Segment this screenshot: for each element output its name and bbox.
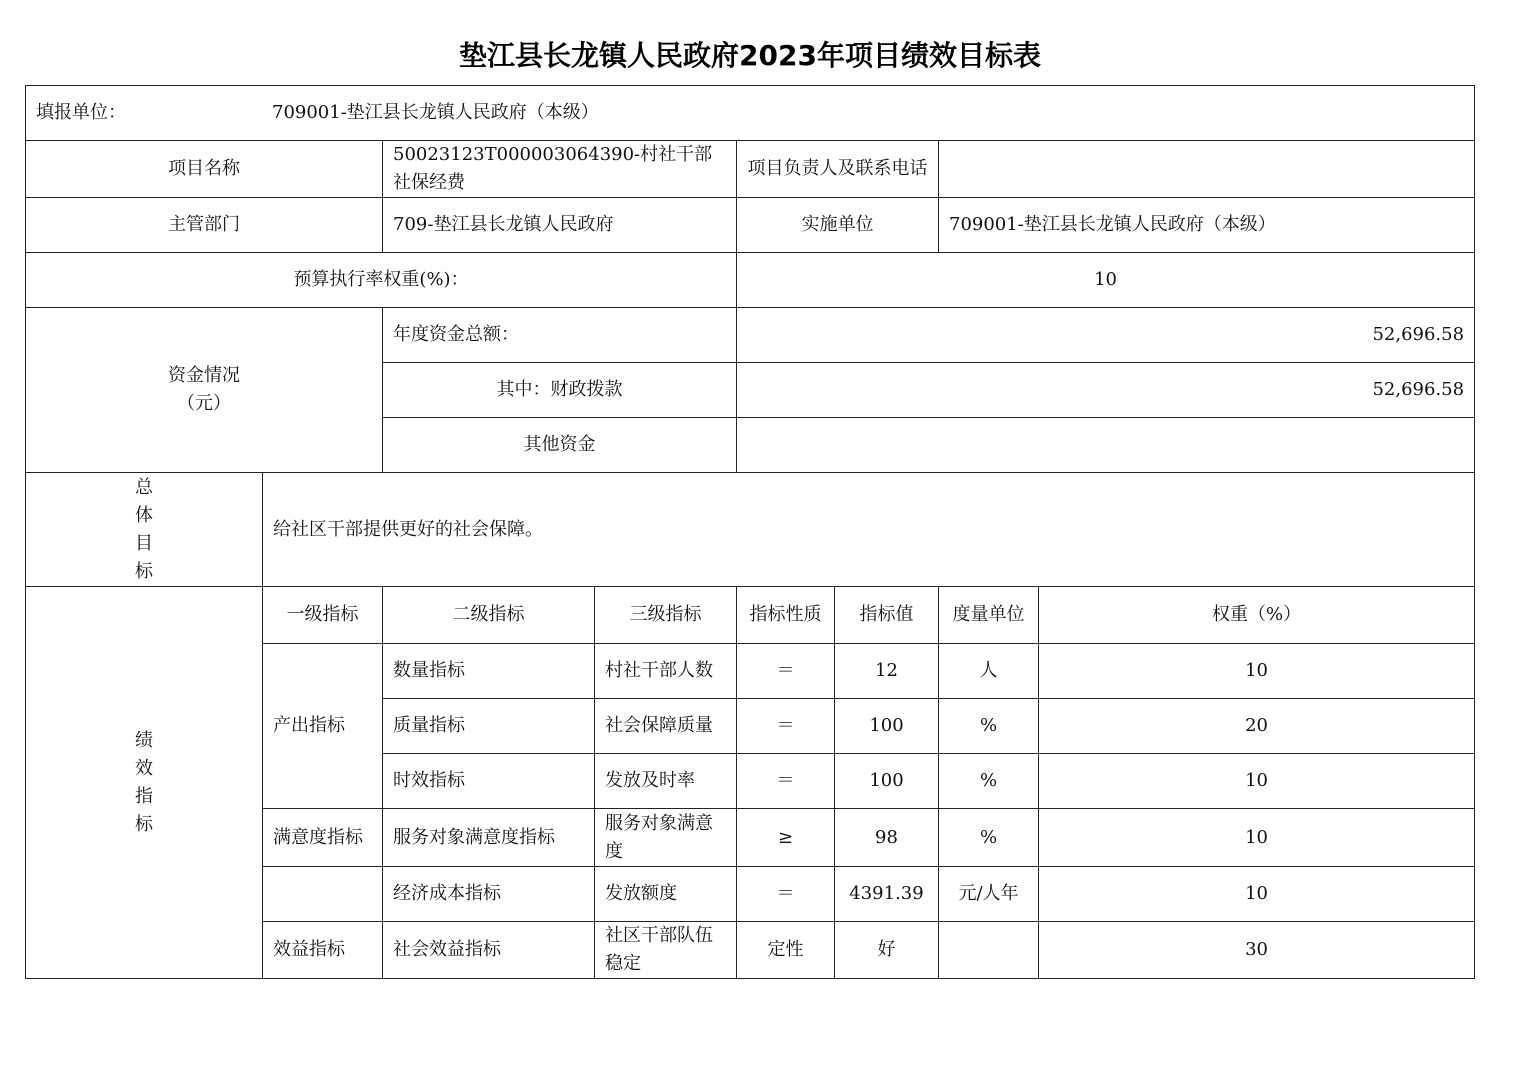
department-value: 709-垫江县长龙镇人民政府 — [383, 198, 737, 253]
implementing-unit-value: 709001-垫江县长龙镇人民政府（本级） — [939, 198, 1475, 253]
goal-label-char: 标 — [135, 560, 153, 582]
funds-total-label: 年度资金总额： — [383, 308, 737, 363]
indicator-level1: 满意度指标 — [263, 809, 383, 867]
indicator-value: 4391.39 — [835, 867, 939, 922]
indicator-value: 好 — [835, 922, 939, 979]
indicator-unit: % — [939, 754, 1039, 809]
indicator-level3: 社区干部队伍稳定 — [595, 922, 737, 979]
indicator-weight: 10 — [1039, 867, 1475, 922]
indicator-weight: 10 — [1039, 644, 1475, 699]
indicator-unit — [939, 922, 1039, 979]
department-label: 主管部门 — [26, 198, 383, 253]
overall-goal-row — [26, 473, 1475, 587]
header-level2: 二级指标 — [383, 587, 595, 644]
indicators-label-char: 指 — [135, 785, 153, 807]
indicator-level1 — [263, 867, 383, 922]
funds-fiscal-value: 52,696.58 — [737, 363, 1475, 418]
indicator-nature: ＝ — [737, 754, 835, 809]
indicator-unit: % — [939, 809, 1039, 867]
reporting-unit-cell — [26, 86, 1475, 141]
indicator-weight: 20 — [1039, 699, 1475, 754]
indicator-nature: ≥ — [737, 809, 835, 867]
indicator-level1: 效益指标 — [263, 922, 383, 979]
indicator-weight: 10 — [1039, 809, 1475, 867]
indicators-label-char: 标 — [135, 813, 153, 835]
indicator-level2: 经济成本指标 — [383, 867, 595, 922]
indicator-level1: 产出指标 — [263, 644, 383, 809]
header-nature: 指标性质 — [737, 587, 835, 644]
indicator-level2: 质量指标 — [383, 699, 595, 754]
budget-rate-label: 预算执行率权重(%)： — [26, 253, 737, 308]
indicator-level2: 社会效益指标 — [383, 922, 595, 979]
indicator-level2: 时效指标 — [383, 754, 595, 809]
budget-rate-value: 10 — [737, 253, 1475, 308]
indicator-weight: 30 — [1039, 922, 1475, 979]
indicators-label-char: 效 — [135, 757, 153, 779]
header-unit: 度量单位 — [939, 587, 1039, 644]
reporting-unit-row — [26, 86, 1475, 141]
indicator-nature: ＝ — [737, 699, 835, 754]
page-title: 垫江县长龙镇人民政府2023年项目绩效目标表 — [459, 39, 1041, 72]
header-level1: 一级指标 — [263, 587, 383, 644]
reporting-unit-label: 填报单位： — [36, 102, 126, 123]
goal-label-char: 目 — [135, 532, 153, 554]
indicator-level3: 服务对象满意度 — [595, 809, 737, 867]
indicator-level2: 数量指标 — [383, 644, 595, 699]
funds-label-line1: 资金情况 — [168, 365, 240, 386]
header-weight: 权重（%） — [1039, 587, 1475, 644]
indicator-level3: 社会保障质量 — [595, 699, 737, 754]
goal-label-char: 总 — [135, 476, 153, 498]
indicator-level3: 村社干部人数 — [595, 644, 737, 699]
budget-rate-row — [26, 253, 1475, 308]
department-row — [26, 198, 1475, 253]
indicators-label — [26, 587, 263, 979]
indicator-unit: % — [939, 699, 1039, 754]
goal-label-char: 体 — [135, 504, 153, 526]
indicator-value: 100 — [835, 754, 939, 809]
contact-value — [939, 141, 1475, 198]
overall-goal-text: 给社区干部提供更好的社会保障。 — [263, 473, 1475, 587]
implementing-unit-label: 实施单位 — [737, 198, 939, 253]
indicator-value: 100 — [835, 699, 939, 754]
indicator-value: 12 — [835, 644, 939, 699]
indicator-weight: 10 — [1039, 754, 1475, 809]
funds-label — [26, 308, 383, 473]
indicator-level3: 发放及时率 — [595, 754, 737, 809]
indicator-unit: 人 — [939, 644, 1039, 699]
indicator-level3: 发放额度 — [595, 867, 737, 922]
project-name-row — [26, 141, 1475, 198]
reporting-unit-value: 709001-垫江县长龙镇人民政府（本级） — [272, 102, 599, 123]
header-value: 指标值 — [835, 587, 939, 644]
funds-other-value — [737, 418, 1475, 473]
indicator-nature: ＝ — [737, 867, 835, 922]
indicator-header-row — [26, 587, 1475, 644]
project-name-value: 50023123T000003064390-村社干部社保经费 — [383, 141, 737, 198]
indicator-level2: 服务对象满意度指标 — [383, 809, 595, 867]
indicator-unit: 元/人年 — [939, 867, 1039, 922]
funds-total-row — [26, 308, 1475, 363]
indicator-value: 98 — [835, 809, 939, 867]
indicator-nature: 定性 — [737, 922, 835, 979]
funds-other-label: 其他资金 — [383, 418, 737, 473]
overall-goal-label — [26, 473, 263, 587]
funds-total-value: 52,696.58 — [737, 308, 1475, 363]
header-level3: 三级指标 — [595, 587, 737, 644]
indicator-nature: ＝ — [737, 644, 835, 699]
performance-table — [25, 85, 1475, 979]
project-name-label: 项目名称 — [26, 141, 383, 198]
contact-label: 项目负责人及联系电话 — [737, 141, 939, 198]
funds-label-line2: （元） — [177, 393, 231, 414]
indicators-label-char: 绩 — [135, 729, 153, 751]
funds-fiscal-label: 其中：财政拨款 — [383, 363, 737, 418]
